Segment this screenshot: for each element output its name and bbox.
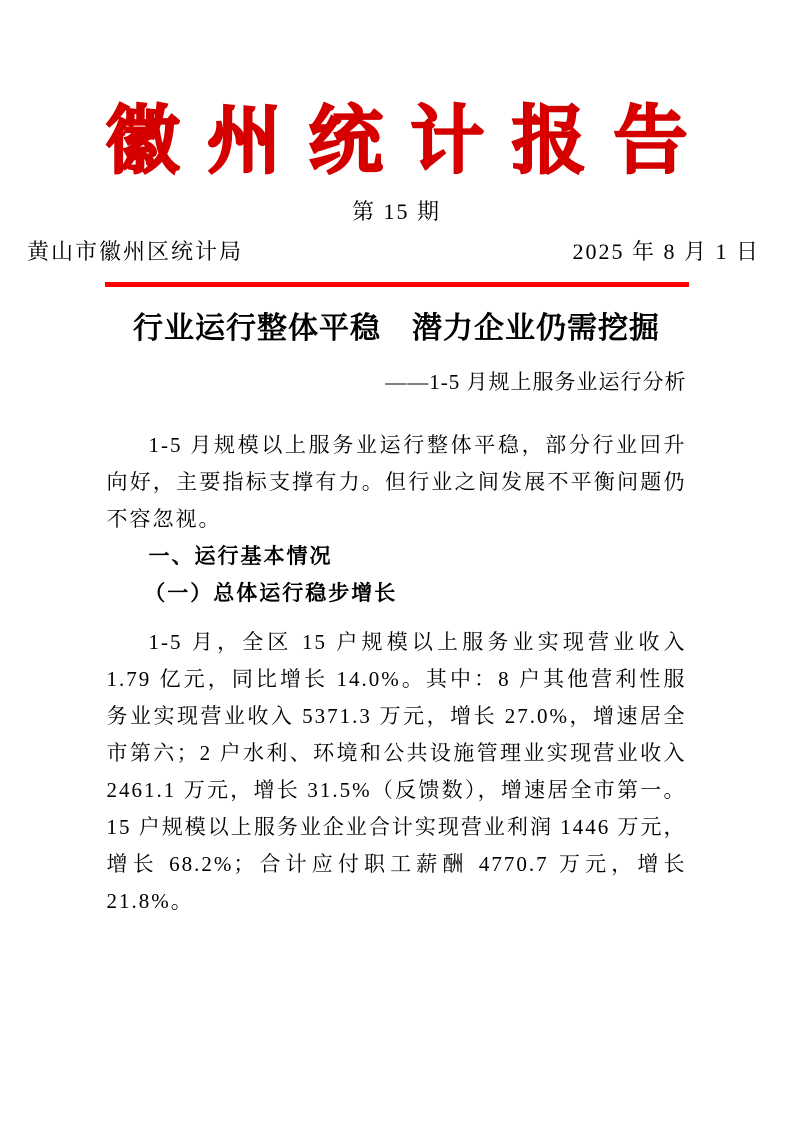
publish-date: 2025 年 8 月 1 日 xyxy=(572,239,760,264)
masthead xyxy=(0,95,793,287)
article-subtitle: ——1-5 月规上服务业运行分析 xyxy=(385,370,687,394)
agency-row xyxy=(0,237,793,267)
red-divider xyxy=(105,282,689,287)
article-title: 行业运行整体平稳 潜力企业仍需挖掘 xyxy=(133,312,660,345)
masthead-title: 徽州统计报告 xyxy=(105,98,688,184)
section-1-paragraph: 1-5 月，全区 15 户规模以上服务业实现营业收入 1.79 亿元，同比增长 14.0%。其中：8 户其他营利性服务业实现营业收入 5371.3 万元，增长 27.0%，增速居全市第六；2 户水利、环境和公共设施管理业实现营业收入 2461.1 万元，增长 31.5%（反馈数），增速居全市第一。15 户规模以上服务业企业合计实现营业利润 1446 万元，增长 68.2%；合计应付职工薪酬 4770.7 万元，增长 21.8%。 xyxy=(106,630,687,913)
intro-paragraph: 1-5 月规模以上服务业运行整体平稳，部分行业回升向好，主要指标支撑有力。但行业之间发展不平衡问题仍不容忽视。 xyxy=(106,433,687,531)
article-body xyxy=(107,306,687,920)
section-1-heading: 一、运行基本情况 xyxy=(148,545,333,568)
issue-number: 第 15 期 xyxy=(351,199,441,224)
section-1-subheading: （一）总体运行稳步增长 xyxy=(144,581,398,605)
agency-name: 黄山市徽州区统计局 xyxy=(27,239,244,264)
